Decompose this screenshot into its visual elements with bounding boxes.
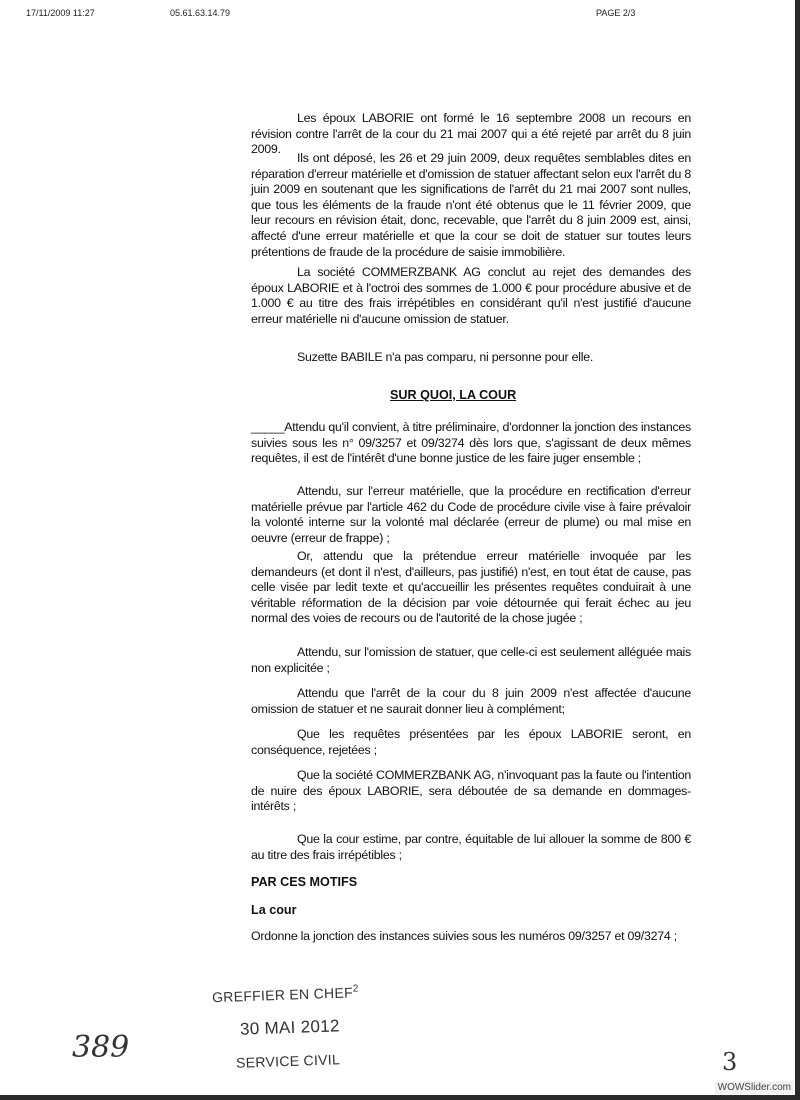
fax-number: 05.61.63.14.79 [170,8,231,18]
reason-jonction: _____Attendu qu'il convient, à titre préliminaire, d'ordonner la jonction des instances suivies sous les n° 09/3257 et 09/3274 dès lors que, s'agissant de deux mêmes requêtes, il est de l'intérêt d'une bonne justice de les faire juger ensemble ; [251,420,691,466]
handwritten-number: 389 [72,1030,130,1065]
reason-pretendue-erreur: Or, attendu que la prétendue erreur matérielle invoquée par les demandeurs (et dont il n'est, d'ailleurs, pas justifié) n'est, en tout état de cause, pas celle visée par ledit texte et qu'accueillir les présentes requêtes conduirait à une véritable réformation de la décision par voie détournée qui ferait échec au jeu normal des voies de recours ou de l'autorité de la chose jugée ; [251,549,691,626]
stamp-date: 30 MAI 2012 [239,1016,340,1039]
stamp-superscript: 2 [352,983,359,995]
page-number: 3 [722,1048,738,1076]
paragraph-babile: Suzette BABILE n'a pas comparu, ni personne pour elle. [297,350,594,364]
section-heading: SUR QUOI, LA COUR [390,388,517,402]
fax-page: PAGE 2/3 [596,8,636,18]
fax-datetime: 17/11/2009 11:27 [26,8,95,18]
stamp-service: SERVICE CIVIL [235,1051,341,1071]
page-border-bottom [0,1095,800,1100]
reason-omission: Attendu, sur l'omission de statuer, que celle-ci est seulement alléguée mais non explicitée ; [251,645,691,675]
page-border-right [795,0,800,1100]
paragraph-recours: Les époux LABORIE ont formé le 16 septembre 2008 un recours en révision contre l'arrêt de la cour du 21 mai 2007 qui a été rejeté par arrêt du 8 juin 2009. [251,111,691,157]
paragraph-commerzbank: La société COMMERZBANK AG conclut au rejet des demandes des époux LABORIE et à l'octroi des sommes de 1.000 € pour procédure abusive et de 1.000 € au titre des frais irrépétibles en considérant qu'il n'est justifié d'aucune erreur matérielle ni d'aucune omission de statuer. [251,265,691,326]
reason-arret: Attendu que l'arrêt de la cour du 8 juin 2009 n'est affectée d'aucune omission de statuer et ne saurait donner lieu à complément; [251,686,691,716]
motifs-heading: PAR CES MOTIFS [251,875,358,889]
stamp-greffier [212,983,359,1005]
ordonne-paragraph: Ordonne la jonction des instances suivies sous les numéros 09/3257 et 09/3274 ; [251,929,677,943]
reason-frais: Que la cour estime, par contre, équitable de lui allouer la somme de 800 € au titre des frais irrépétibles ; [251,832,691,862]
reason-erreur-materielle: Attendu, sur l'erreur matérielle, que la procédure en rectification d'erreur matérielle prévue par l'article 462 du Code de procédure civile vise à faire prévaloir la volonté interne sur la volonté mal déclarée (erreur de plume) ou mal mise en oeuvre (erreur de frappe) ; [251,484,691,545]
la-cour-heading: La cour [251,903,297,917]
reason-rejet: Que les requêtes présentées par les époux LABORIE seront, en conséquence, rejetées ; [251,727,691,757]
paragraph-requetes: Ils ont déposé, les 26 et 29 juin 2009, deux requêtes semblables dites en réparation d'erreur matérielle et d'omission de statuer affectant selon eux l'arrêt du 8 juin 2009 en soutenant que les significations de l'arrêt du 21 mai 2007 sont nulles, que tous les éléments de la fraude n'ont été obtenus que le 11 février 2009, que leur recours en révision était, donc, recevable, que l'arrêt du 8 juin 2009 est, ainsi, affecté d'une erreur matérielle et que la cour se doit de statuer sur toutes leurs prétentions de fraude de la procédure de saisie immobilière. [251,151,691,259]
watermark: WOWSlider.com [715,1081,794,1094]
stamp-greffier-text: GREFFIER EN CHEF [211,984,354,1006]
reason-deboutee: Que la société COMMERZBANK AG, n'invoquant pas la faute ou l'intention de nuire des époux LABORIE, sera déboutée de sa demande en dommages-intérêts ; [251,768,691,814]
